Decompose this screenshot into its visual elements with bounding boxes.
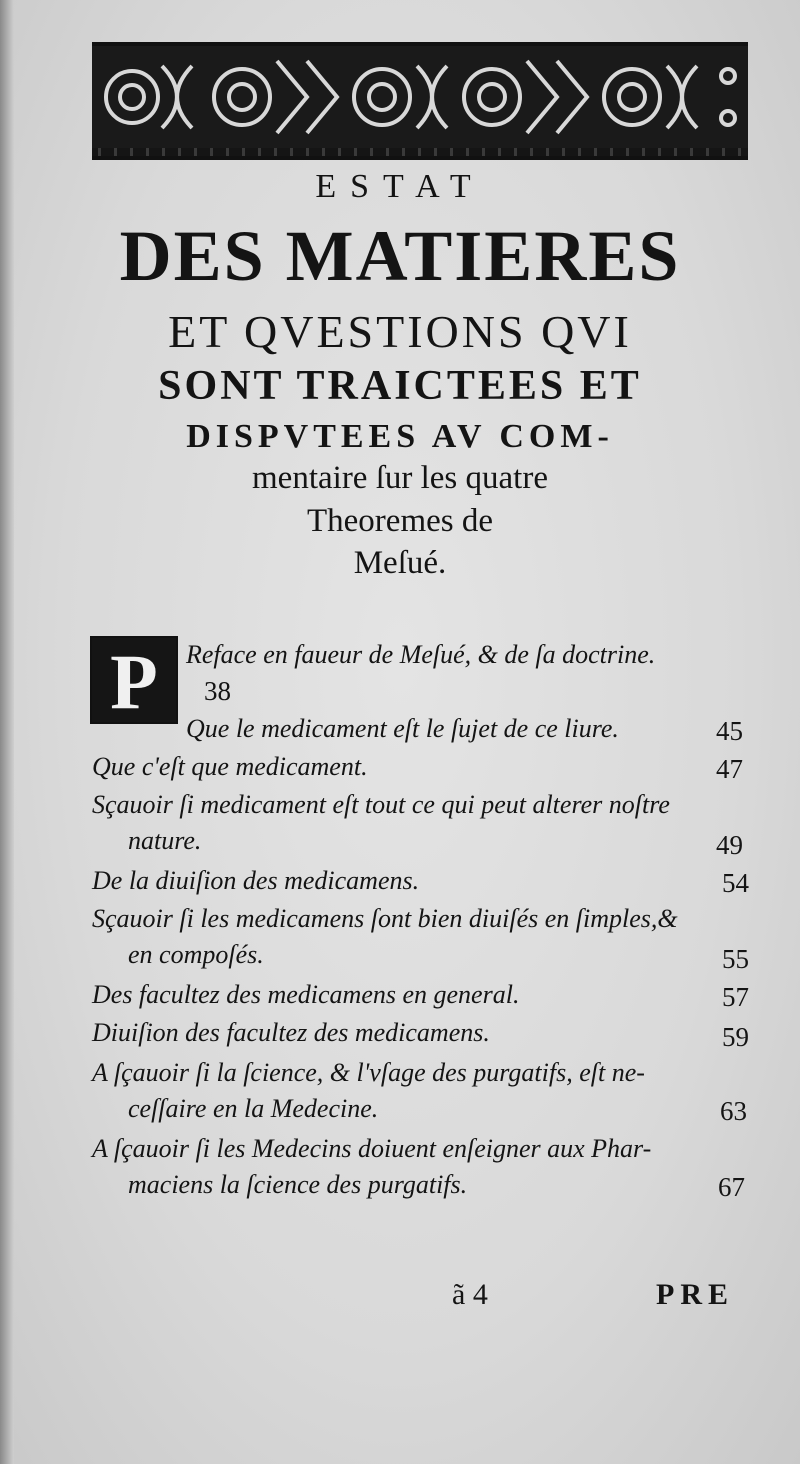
toc-entry-page: 45	[716, 716, 743, 746]
title-sont-traictees: SONT TRAICTEES ET	[158, 363, 642, 409]
title-et-questions-qui: ET QVESTIONS QVI	[168, 306, 632, 357]
signature-mark: ã 4	[452, 1278, 488, 1311]
catchword: PRE	[656, 1278, 734, 1311]
toc-entry-page: 63	[720, 1096, 747, 1126]
toc-entry-page: 59	[722, 1022, 749, 1052]
toc-entry-text: Diuiſion des facultez des medicamens.	[92, 1018, 490, 1047]
toc-entry-continuation: nature.	[128, 826, 202, 855]
toc-entry-continuation: maciens la ſcience des purgatifs.	[128, 1170, 468, 1199]
toc-entry-page: 38	[204, 676, 231, 706]
toc-entry-text: Sçauoir ſi les medicamens ſont bien diuiſés en ſimples,&	[92, 904, 678, 933]
title-theoremes: Theoremes de	[307, 503, 493, 539]
toc-entry-text: A ſçauoir ſi la ſcience, & l'vſage des purgatifs, eſt ne-	[92, 1058, 645, 1087]
title-estat: ESTAT	[315, 168, 485, 205]
toc-entry-page: 47	[716, 754, 743, 784]
toc-entry-page: 57	[722, 982, 749, 1012]
toc-entry-continuation: ceſſaire en la Medecine.	[128, 1094, 379, 1123]
toc-entry-page: 54	[722, 868, 749, 898]
toc-entry-text: Sçauoir ſi medicament eſt tout ce qui peut alterer noſtre	[92, 790, 670, 819]
toc-entry-text: Des facultez des medicamens en general.	[92, 980, 520, 1009]
title-disputees: DISPVTEES AV COM-	[186, 418, 614, 455]
title-mesue: Meſué.	[353, 545, 447, 581]
toc-entry-text: Que c'eſt que medicament.	[92, 752, 368, 781]
headpiece-ornament	[92, 42, 748, 160]
dropcap-letter: P	[110, 638, 158, 725]
toc-entry-page: 55	[722, 944, 749, 974]
dropcap-ornament	[90, 636, 178, 724]
title-des-matieres: DES MATIERES	[119, 216, 681, 296]
toc-entry-continuation: en compoſés.	[128, 940, 264, 969]
toc-entry-text: Reface en faueur de Meſué, & de ſa doctrine.	[186, 640, 656, 669]
title-mentaire: mentaire ſur les quatre	[252, 460, 548, 496]
toc-entry-text: De la diuiſion des medicamens.	[92, 866, 420, 895]
toc-entry-page: 49	[716, 830, 743, 860]
toc-entry-text: A ſçauoir ſi les Medecins doiuent enſeigner aux Phar-	[92, 1134, 652, 1163]
toc-entry-page: 67	[718, 1172, 745, 1202]
toc-entry-text: Que le medicament eſt le ſujet de ce liure.	[186, 714, 619, 743]
